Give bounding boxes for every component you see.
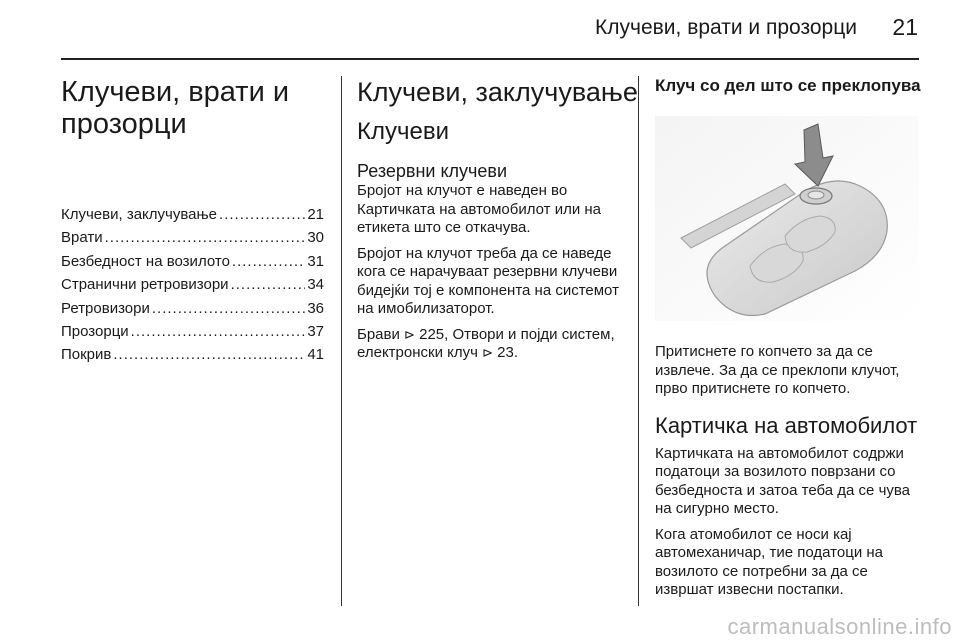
page-ref-link[interactable]: 225	[419, 325, 445, 343]
chapter-column	[61, 76, 324, 370]
page-number: 21	[892, 14, 918, 40]
folding-key-heading: Клуч со дел што се преклопува	[655, 76, 921, 95]
spare-keys-heading: Резервни клучеви	[357, 161, 508, 181]
paragraph: Кога атомобилот се носи кај автомеханичар, тие податоци на возилото се потребни за да се извршат извесни постапки.	[655, 525, 883, 598]
figure-caption: Притиснете го копчето за да се извлече. За да се преклопи клучот, прво притиснете го копчето.	[655, 343, 900, 397]
page-ref-arrow-icon: ⊳	[482, 345, 493, 360]
paragraph-with-refs: Брави ⊳ 225, Отвори и појди систем, електронски клуч ⊳ 23.	[357, 325, 615, 361]
paragraph: Бројот на клучот треба да се наведе кога се нарачуваат резервни клучеви бидејќи тој е компонента на системот на имобилизаторот.	[357, 244, 619, 317]
header-rule	[61, 58, 919, 60]
table-of-contents	[61, 206, 324, 370]
header-title: Клучеви, врати и прозорци	[595, 16, 857, 39]
toc-entry[interactable]: Врати ..... 30	[61, 229, 324, 252]
toc-entry[interactable]: Ретровизори ..... 36	[61, 300, 324, 323]
watermark: carmanualsonline.info	[727, 614, 952, 639]
column-divider-2	[638, 76, 639, 606]
column-divider-1	[341, 76, 342, 606]
section-title: Клучеви, заклучување	[357, 77, 638, 107]
release-button-inner	[808, 191, 824, 199]
subsection-title: Клучеви	[357, 118, 449, 145]
page-ref-arrow-icon: ⊳	[404, 326, 415, 342]
toc-entry[interactable]: Странични ретровизори ..... 34	[61, 276, 324, 299]
folding-key-column	[655, 76, 923, 607]
chapter-title-line2: прозорци	[61, 108, 187, 140]
vehicle-card-heading: Картичка на автомобилот	[655, 412, 918, 438]
paragraph: Картичката на автомобилот содржи податоци за возилото поврзани со безбедноста и затоа теба да се чува на сигурно место.	[655, 444, 911, 517]
chapter-title-line1: Клучеви, врати и	[61, 76, 290, 108]
paragraph: Бројот на клучот е наведен во Картичката на автомобилот или на етикета што се откачува.	[357, 182, 601, 236]
folding-key-illustration	[655, 116, 919, 321]
toc-entry[interactable]: Прозорци ..... 37	[61, 323, 324, 346]
keys-column	[357, 76, 638, 370]
toc-entry[interactable]: Безбедност на возилото ..... 31	[61, 253, 324, 276]
toc-entry[interactable]: Покрив ..... 41	[61, 346, 324, 369]
page-ref-link[interactable]: 23	[497, 344, 514, 361]
toc-entry[interactable]: Клучеви, заклучување ..... 21	[61, 206, 324, 229]
chapter-title	[61, 76, 324, 140]
